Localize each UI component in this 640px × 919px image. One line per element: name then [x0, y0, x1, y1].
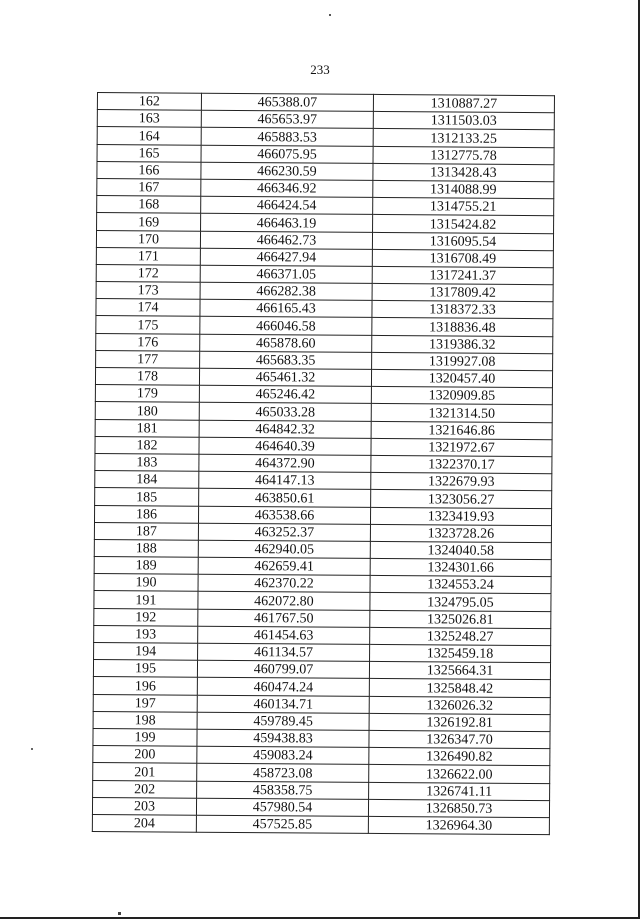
coordinate-table-wrapper	[92, 92, 555, 835]
y-coordinate-cell: 1325459.18	[370, 644, 551, 662]
y-coordinate-cell: 1322370.17	[371, 455, 552, 473]
y-coordinate-cell: 1312775.78	[373, 146, 554, 164]
y-coordinate-cell: 1326490.82	[369, 748, 550, 766]
x-coordinate-cell: 465878.60	[200, 334, 372, 352]
x-coordinate-cell: 466424.54	[201, 196, 373, 214]
x-coordinate-cell: 457525.85	[196, 815, 368, 833]
y-coordinate-cell: 1323419.93	[370, 507, 551, 525]
x-coordinate-cell: 465388.07	[201, 93, 373, 111]
x-coordinate-cell: 463850.61	[199, 489, 371, 507]
y-coordinate-cell: 1325664.31	[369, 662, 550, 680]
x-coordinate-cell: 465246.42	[199, 385, 371, 403]
point-number-cell: 188	[94, 539, 198, 557]
x-coordinate-cell: 465033.28	[199, 403, 371, 421]
point-number-cell: 180	[95, 402, 199, 420]
y-coordinate-cell: 1324553.24	[370, 576, 551, 594]
y-coordinate-cell: 1324040.58	[370, 541, 551, 559]
x-coordinate-cell: 464147.13	[199, 471, 371, 489]
y-coordinate-cell: 1320457.40	[371, 369, 552, 387]
y-coordinate-cell: 1326741.11	[369, 782, 550, 800]
y-coordinate-cell: 1325248.27	[370, 627, 551, 645]
point-number-cell: 184	[95, 471, 199, 489]
x-coordinate-cell: 459789.45	[197, 712, 369, 730]
y-coordinate-cell: 1321972.67	[371, 438, 552, 456]
y-coordinate-cell: 1326964.30	[368, 816, 549, 834]
point-number-cell: 204	[92, 814, 196, 832]
point-number-cell: 194	[94, 642, 198, 660]
y-coordinate-cell: 1323056.27	[371, 490, 552, 508]
y-coordinate-cell: 1312133.25	[373, 129, 554, 147]
y-coordinate-cell: 1326347.70	[369, 730, 550, 748]
y-coordinate-cell: 1325848.42	[369, 679, 550, 697]
point-number-cell: 189	[94, 557, 198, 575]
y-coordinate-cell: 1311503.03	[373, 112, 554, 130]
point-number-cell: 181	[95, 419, 199, 437]
x-coordinate-cell: 460134.71	[197, 695, 369, 713]
y-coordinate-cell: 1316708.49	[372, 249, 553, 267]
point-number-cell: 167	[97, 178, 201, 196]
point-number-cell: 202	[93, 780, 197, 798]
x-coordinate-cell: 458358.75	[197, 781, 369, 799]
y-coordinate-cell: 1318836.48	[372, 318, 553, 336]
x-coordinate-cell: 459083.24	[197, 746, 369, 764]
y-coordinate-cell: 1326026.32	[369, 696, 550, 714]
x-coordinate-cell: 465461.32	[199, 368, 371, 386]
point-number-cell: 182	[95, 436, 199, 454]
x-coordinate-cell: 461767.50	[198, 609, 370, 627]
point-number-cell: 201	[93, 763, 197, 781]
scan-speck	[31, 748, 33, 750]
x-coordinate-cell: 466427.94	[200, 248, 372, 266]
y-coordinate-cell: 1319927.08	[372, 352, 553, 370]
point-number-cell: 169	[97, 213, 201, 231]
scan-speck	[329, 14, 331, 16]
y-coordinate-cell: 1321646.86	[371, 421, 552, 439]
y-coordinate-cell: 1325026.81	[370, 610, 551, 628]
y-coordinate-cell: 1318372.33	[372, 301, 553, 319]
x-coordinate-cell: 465883.53	[201, 128, 373, 146]
y-coordinate-cell: 1314755.21	[373, 198, 554, 216]
point-number-cell: 185	[95, 488, 199, 506]
point-number-cell: 187	[94, 522, 198, 540]
point-number-cell: 171	[96, 247, 200, 265]
x-coordinate-cell: 463252.37	[198, 523, 370, 541]
point-number-cell: 174	[96, 299, 200, 317]
point-number-cell: 198	[93, 711, 197, 729]
y-coordinate-cell: 1320909.85	[371, 387, 552, 405]
y-coordinate-cell: 1323728.26	[370, 524, 551, 542]
coordinate-table-body	[92, 93, 554, 835]
page-number: 233	[310, 62, 330, 77]
point-number-cell: 197	[93, 694, 197, 712]
scan-speck	[118, 912, 121, 915]
y-coordinate-cell: 1316095.54	[372, 232, 553, 250]
point-number-cell: 186	[94, 505, 198, 523]
x-coordinate-cell: 458723.08	[197, 764, 369, 782]
point-number-cell: 172	[96, 264, 200, 282]
point-number-cell: 175	[96, 316, 200, 334]
point-number-cell: 192	[94, 608, 198, 626]
y-coordinate-cell: 1324795.05	[370, 593, 551, 611]
x-coordinate-cell: 464372.90	[199, 454, 371, 472]
y-coordinate-cell: 1314088.99	[373, 180, 554, 198]
x-coordinate-cell: 466346.92	[201, 179, 373, 197]
x-coordinate-cell: 461134.57	[198, 643, 370, 661]
y-coordinate-cell: 1324301.66	[370, 558, 551, 576]
point-number-cell: 178	[95, 367, 199, 385]
point-number-cell: 177	[96, 350, 200, 368]
y-coordinate-cell: 1326622.00	[369, 765, 550, 783]
y-coordinate-cell: 1321314.50	[371, 404, 552, 422]
x-coordinate-cell: 466282.38	[200, 282, 372, 300]
x-coordinate-cell: 459438.83	[197, 729, 369, 747]
point-number-cell: 170	[96, 230, 200, 248]
point-number-cell: 173	[96, 282, 200, 300]
point-number-cell: 176	[96, 333, 200, 351]
y-coordinate-cell: 1322679.93	[371, 473, 552, 491]
coordinate-table	[92, 92, 555, 835]
point-number-cell: 199	[93, 728, 197, 746]
x-coordinate-cell: 457980.54	[196, 798, 368, 816]
x-coordinate-cell: 466463.19	[201, 214, 373, 232]
x-coordinate-cell: 462659.41	[198, 557, 370, 575]
y-coordinate-cell: 1313428.43	[373, 163, 554, 181]
x-coordinate-cell: 466371.05	[200, 265, 372, 283]
y-coordinate-cell: 1326192.81	[369, 713, 550, 731]
y-coordinate-cell: 1310887.27	[373, 94, 554, 112]
point-number-cell: 168	[97, 196, 201, 214]
y-coordinate-cell: 1317809.42	[372, 283, 553, 301]
x-coordinate-cell: 462072.80	[198, 592, 370, 610]
y-coordinate-cell: 1317241.37	[372, 266, 553, 284]
point-number-cell: 191	[94, 591, 198, 609]
x-coordinate-cell: 466462.73	[200, 231, 372, 249]
y-coordinate-cell: 1319386.32	[372, 335, 553, 353]
x-coordinate-cell: 461454.63	[198, 626, 370, 644]
point-number-cell: 190	[94, 574, 198, 592]
point-number-cell: 179	[95, 385, 199, 403]
x-coordinate-cell: 462940.05	[198, 540, 370, 558]
x-coordinate-cell: 464842.32	[199, 420, 371, 438]
x-coordinate-cell: 460799.07	[197, 660, 369, 678]
point-number-cell: 183	[95, 453, 199, 471]
point-number-cell: 203	[92, 797, 196, 815]
point-number-cell: 164	[97, 127, 201, 145]
x-coordinate-cell: 466075.95	[201, 145, 373, 163]
y-coordinate-cell: 1326850.73	[368, 799, 549, 817]
point-number-cell: 166	[97, 161, 201, 179]
x-coordinate-cell: 464640.39	[199, 437, 371, 455]
x-coordinate-cell: 466230.59	[201, 162, 373, 180]
point-number-cell: 200	[93, 746, 197, 764]
x-coordinate-cell: 460474.24	[197, 678, 369, 696]
x-coordinate-cell: 466165.43	[200, 299, 372, 317]
point-number-cell: 162	[97, 93, 201, 111]
x-coordinate-cell: 466046.58	[200, 317, 372, 335]
x-coordinate-cell: 465683.35	[200, 351, 372, 369]
x-coordinate-cell: 463538.66	[198, 506, 370, 524]
point-number-cell: 195	[93, 660, 197, 678]
x-coordinate-cell: 465653.97	[201, 110, 373, 128]
point-number-cell: 163	[97, 110, 201, 128]
table-row	[92, 814, 549, 834]
point-number-cell: 193	[94, 625, 198, 643]
point-number-cell: 196	[93, 677, 197, 695]
y-coordinate-cell: 1315424.82	[373, 215, 554, 233]
point-number-cell: 165	[97, 144, 201, 162]
x-coordinate-cell: 462370.22	[198, 574, 370, 592]
